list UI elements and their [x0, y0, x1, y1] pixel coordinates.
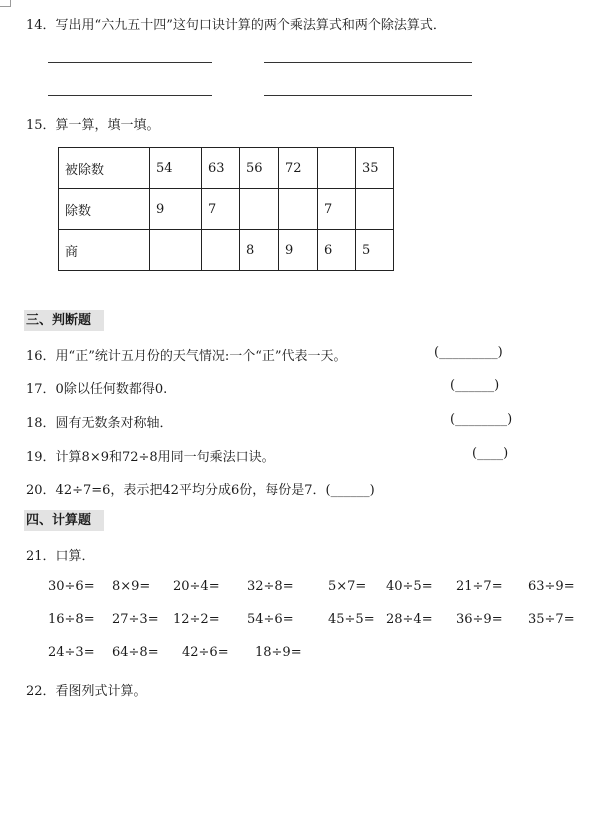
- answer-parentheses[interactable]: (________): [450, 412, 513, 427]
- calc-item: 64÷8=: [112, 645, 159, 660]
- table-cell: 5: [356, 230, 394, 271]
- table-cell[interactable]: [202, 230, 240, 271]
- calc-item: 24÷3=: [48, 645, 95, 660]
- table-cell[interactable]: [279, 189, 318, 230]
- table-cell: 63: [202, 148, 240, 189]
- calc-item: 18÷9=: [255, 645, 302, 660]
- calc-item: 63÷9=: [528, 579, 575, 594]
- question-21: 21．口算．: [26, 549, 95, 564]
- table-cell: 9: [279, 230, 318, 271]
- table-cell[interactable]: [240, 189, 279, 230]
- calc-item: 5×7=: [328, 579, 367, 594]
- calc-item: 16÷8=: [48, 612, 95, 627]
- table-cell: 7: [318, 189, 356, 230]
- table-cell: 6: [318, 230, 356, 271]
- calc-item: 21÷7=: [456, 579, 503, 594]
- table-row: [59, 148, 394, 189]
- section-title-calculation: 四、计算题: [24, 510, 104, 531]
- question-20: 20．42÷7=6，表示把42平均分成6份，每份是7．(______): [26, 483, 375, 498]
- row-header-cell: 商: [59, 230, 150, 271]
- calc-item: 36÷9=: [456, 612, 503, 627]
- table-cell: 54: [150, 148, 202, 189]
- table-row: [59, 230, 394, 271]
- table-cell[interactable]: [318, 148, 356, 189]
- page-corner-mark: [0, 0, 11, 7]
- question-22: 22．看图列式计算。: [26, 684, 147, 699]
- table-cell: 9: [150, 189, 202, 230]
- calc-item: 54÷6=: [247, 612, 294, 627]
- answer-blank[interactable]: [48, 95, 212, 96]
- answer-blank[interactable]: [264, 95, 472, 96]
- table-cell: 56: [240, 148, 279, 189]
- answer-parentheses[interactable]: (_________): [434, 345, 503, 360]
- answer-blank[interactable]: [48, 62, 212, 63]
- row-header-cell: 除数: [59, 189, 150, 230]
- calc-item: 30÷6=: [48, 579, 95, 594]
- calc-item: 42÷6=: [182, 645, 229, 660]
- answer-parentheses[interactable]: (____): [472, 446, 509, 461]
- calc-item: 45÷5=: [328, 612, 375, 627]
- table-cell[interactable]: [150, 230, 202, 271]
- calc-item: 40÷5=: [386, 579, 433, 594]
- table-cell: 72: [279, 148, 318, 189]
- answer-blank[interactable]: [264, 62, 472, 63]
- calc-item: 20÷4=: [173, 579, 220, 594]
- question-19: 19．计算8×9和72÷8用同一句乘法口诀。: [26, 450, 275, 465]
- question-16: 16．用“正”统计五月份的天气情况:一个“正”代表一天。: [26, 349, 347, 364]
- table-row: [59, 189, 394, 230]
- row-header-cell: 被除数: [59, 148, 150, 189]
- question-17: 17．0除以任何数都得0.: [26, 382, 168, 397]
- question-14: 14．写出用“六九五十四”这句口诀计算的两个乘法算式和两个除法算式．: [26, 18, 446, 33]
- calc-item: 32÷8=: [247, 579, 294, 594]
- calc-item: 27÷3=: [112, 612, 159, 627]
- calc-item: 35÷7=: [528, 612, 575, 627]
- table-cell[interactable]: [356, 189, 394, 230]
- calc-item: 28÷4=: [386, 612, 433, 627]
- division-table: [58, 147, 394, 271]
- answer-parentheses[interactable]: (______): [450, 378, 500, 393]
- question-18: 18．圆有无数条对称轴．: [26, 416, 173, 431]
- table-cell: 7: [202, 189, 240, 230]
- calc-item: 12÷2=: [173, 612, 220, 627]
- question-15: 15．算一算，填一填。: [26, 118, 160, 133]
- section-title-judgement: 三、判断题: [24, 310, 104, 331]
- calc-item: 8×9=: [112, 579, 151, 594]
- table-cell: 8: [240, 230, 279, 271]
- table-cell: 35: [356, 148, 394, 189]
